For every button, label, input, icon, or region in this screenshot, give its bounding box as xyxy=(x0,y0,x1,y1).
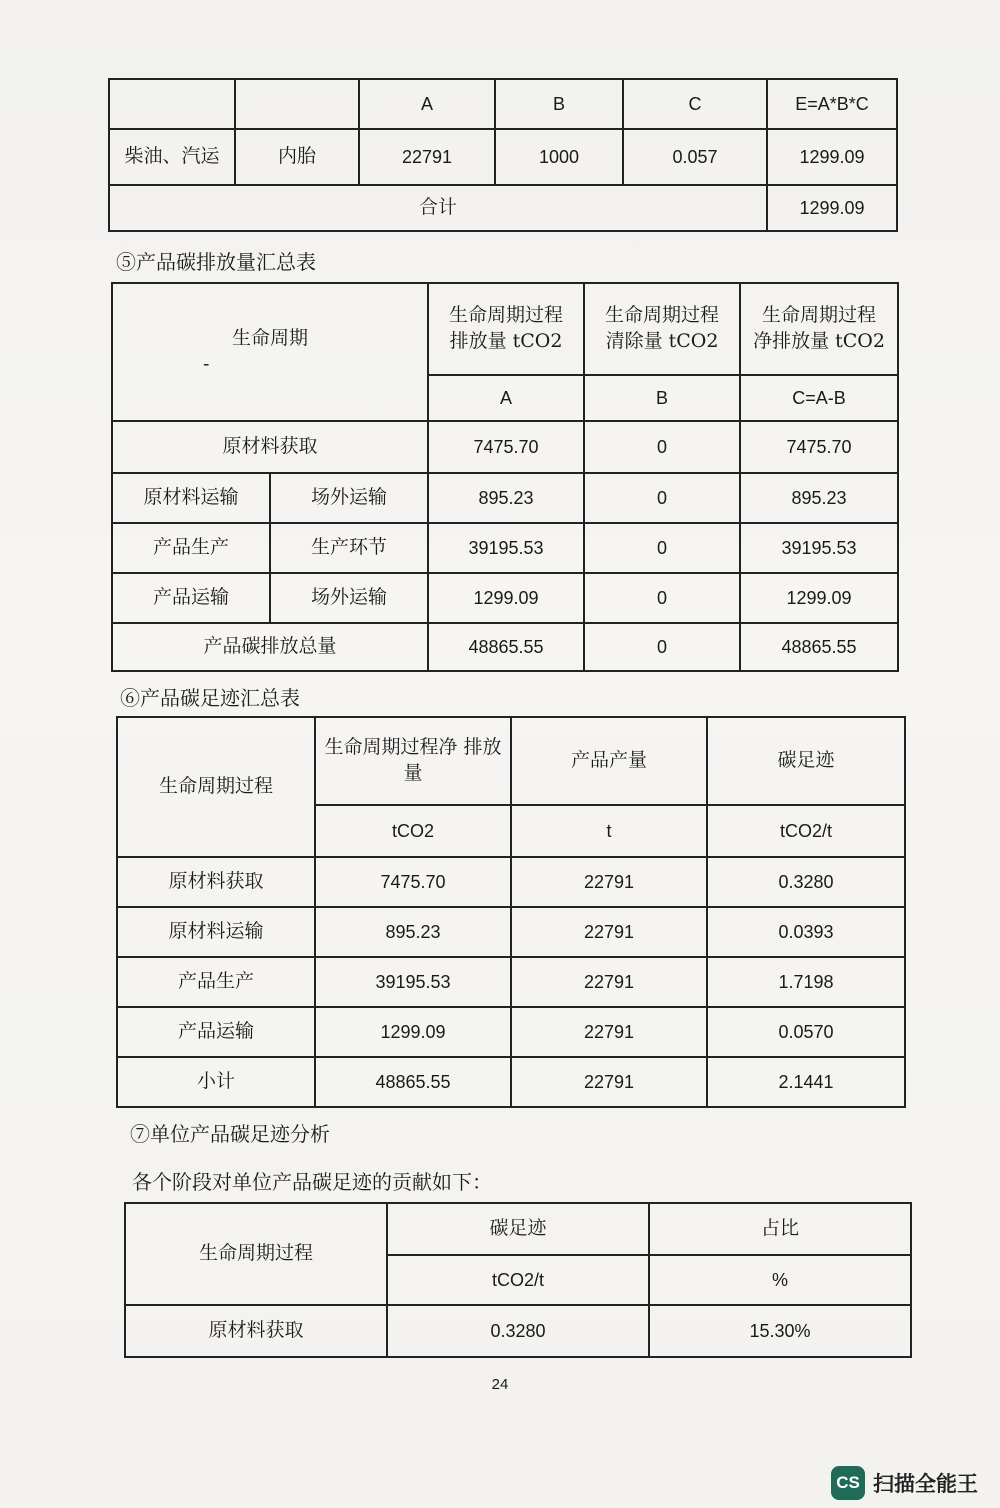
unit-cell: tCO2/t xyxy=(387,1255,649,1305)
header-cell xyxy=(235,79,359,129)
stage-cell: 小计 xyxy=(117,1057,315,1107)
dash-mark: - xyxy=(203,353,210,375)
unit-cell: t xyxy=(511,805,707,857)
table-row xyxy=(117,957,905,1007)
transport-emission-table xyxy=(108,78,898,232)
section-title-5: ⑤产品碳排放量汇总表 xyxy=(116,250,316,274)
sub-stage-cell: 场外运输 xyxy=(270,473,428,523)
net-value: 1299.09 xyxy=(315,1007,511,1057)
unit-cell: % xyxy=(649,1255,911,1305)
intro-sentence: 各个阶段对单位产品碳足迹的贡献如下： xyxy=(132,1170,492,1194)
table-cell: 1000 xyxy=(495,129,623,185)
table-cell: 22791 xyxy=(359,129,495,185)
table-cell: 1299.09 xyxy=(767,129,897,185)
table-header-row xyxy=(125,1203,911,1255)
carbon-footprint-table xyxy=(116,716,906,1108)
col-c-header: 生命周期过程净排放量 tCO2 xyxy=(740,283,898,375)
table-row xyxy=(112,523,898,573)
value-a: 895.23 xyxy=(428,473,584,523)
section-title-6: ⑥产品碳足迹汇总表 xyxy=(120,686,300,710)
value-a: 1299.09 xyxy=(428,573,584,623)
net-value: 39195.53 xyxy=(315,957,511,1007)
header-cell: C xyxy=(623,79,767,129)
footprint-value: 0.0570 xyxy=(707,1007,905,1057)
value-b: 0 xyxy=(584,473,740,523)
lifecycle-label: 生命周期 xyxy=(232,327,309,350)
watermark-text: 扫描全能王 xyxy=(873,1472,978,1496)
output-value: 22791 xyxy=(511,907,707,957)
footprint-value: 1.7198 xyxy=(707,957,905,1007)
output-value: 22791 xyxy=(511,957,707,1007)
footprint-value: 0.3280 xyxy=(707,857,905,907)
footprint-value: 0.3280 xyxy=(387,1305,649,1357)
col-a-header: 生命周期过程排放量 tCO2 xyxy=(428,283,584,375)
header-cell: B xyxy=(495,79,623,129)
stage-cell: 产品生产 xyxy=(117,957,315,1007)
net-value: 48865.55 xyxy=(315,1057,511,1107)
total-row xyxy=(109,185,897,231)
table-row xyxy=(112,421,898,473)
table-row xyxy=(109,129,897,185)
stage-cell: 原材料获取 xyxy=(125,1305,387,1357)
value-a: 39195.53 xyxy=(428,523,584,573)
output-value: 22791 xyxy=(511,857,707,907)
value-c: 895.23 xyxy=(740,473,898,523)
table-header-row xyxy=(117,717,905,805)
stage-cell: 产品运输 xyxy=(112,573,270,623)
table-header-row xyxy=(109,79,897,129)
footprint-value: 0.0393 xyxy=(707,907,905,957)
output-value: 22791 xyxy=(511,1057,707,1107)
section-title-7: ⑦单位产品碳足迹分析 xyxy=(130,1122,330,1146)
emission-summary-table xyxy=(111,282,899,672)
subtotal-row xyxy=(117,1057,905,1107)
total-row xyxy=(112,623,898,671)
col-b-letter: B xyxy=(584,375,740,421)
page-number: 24 xyxy=(491,1376,509,1393)
header-cell: E=A*B*C xyxy=(767,79,897,129)
unit-cell: tCO2 xyxy=(315,805,511,857)
col-a-letter: A xyxy=(428,375,584,421)
lifecycle-header xyxy=(112,283,428,421)
value-a: 7475.70 xyxy=(428,421,584,473)
table-cell: 内胎 xyxy=(235,129,359,185)
footprint-header: 碳足迹 xyxy=(387,1203,649,1255)
header-cell xyxy=(109,79,235,129)
value-a: 48865.55 xyxy=(428,623,584,671)
value-b: 0 xyxy=(584,573,740,623)
stage-cell: 原材料运输 xyxy=(117,907,315,957)
unit-cell: tCO2/t xyxy=(707,805,905,857)
footprint-share-table xyxy=(124,1202,912,1358)
table-row xyxy=(112,473,898,523)
share-value: 15.30% xyxy=(649,1305,911,1357)
scanner-watermark xyxy=(831,1466,978,1500)
value-c: 39195.53 xyxy=(740,523,898,573)
output-header: 产品产量 xyxy=(511,717,707,805)
stage-cell: 原材料获取 xyxy=(112,421,428,473)
table-row xyxy=(112,573,898,623)
table-cell: 0.057 xyxy=(623,129,767,185)
footprint-header: 碳足迹 xyxy=(707,717,905,805)
value-c: 7475.70 xyxy=(740,421,898,473)
stage-cell: 产品运输 xyxy=(117,1007,315,1057)
value-b: 0 xyxy=(584,623,740,671)
stage-cell: 产品碳排放总量 xyxy=(112,623,428,671)
value-c: 48865.55 xyxy=(740,623,898,671)
stage-cell: 产品生产 xyxy=(112,523,270,573)
value-b: 0 xyxy=(584,523,740,573)
table-header-row xyxy=(112,283,898,375)
stage-cell: 原材料获取 xyxy=(117,857,315,907)
stage-cell: 原材料运输 xyxy=(112,473,270,523)
table-row xyxy=(117,857,905,907)
value-c: 1299.09 xyxy=(740,573,898,623)
sub-stage-cell: 生产环节 xyxy=(270,523,428,573)
header-cell: A xyxy=(359,79,495,129)
net-value: 7475.70 xyxy=(315,857,511,907)
table-row xyxy=(125,1305,911,1357)
share-header: 占比 xyxy=(649,1203,911,1255)
net-value: 895.23 xyxy=(315,907,511,957)
process-header: 生命周期过程 xyxy=(125,1203,387,1305)
col-b-header: 生命周期过程清除量 tCO2 xyxy=(584,283,740,375)
col-c-letter: C=A-B xyxy=(740,375,898,421)
output-value: 22791 xyxy=(511,1007,707,1057)
value-b: 0 xyxy=(584,421,740,473)
footprint-value: 2.1441 xyxy=(707,1057,905,1107)
sub-stage-cell: 场外运输 xyxy=(270,573,428,623)
table-cell: 柴油、汽运 xyxy=(109,129,235,185)
process-header: 生命周期过程 xyxy=(117,717,315,857)
table-row xyxy=(117,1007,905,1057)
camscanner-logo-icon: CS xyxy=(831,1466,865,1500)
total-value: 1299.09 xyxy=(767,185,897,231)
total-label: 合计 xyxy=(109,185,767,231)
table-row xyxy=(117,907,905,957)
net-emission-header: 生命周期过程净 排放量 xyxy=(315,717,511,805)
